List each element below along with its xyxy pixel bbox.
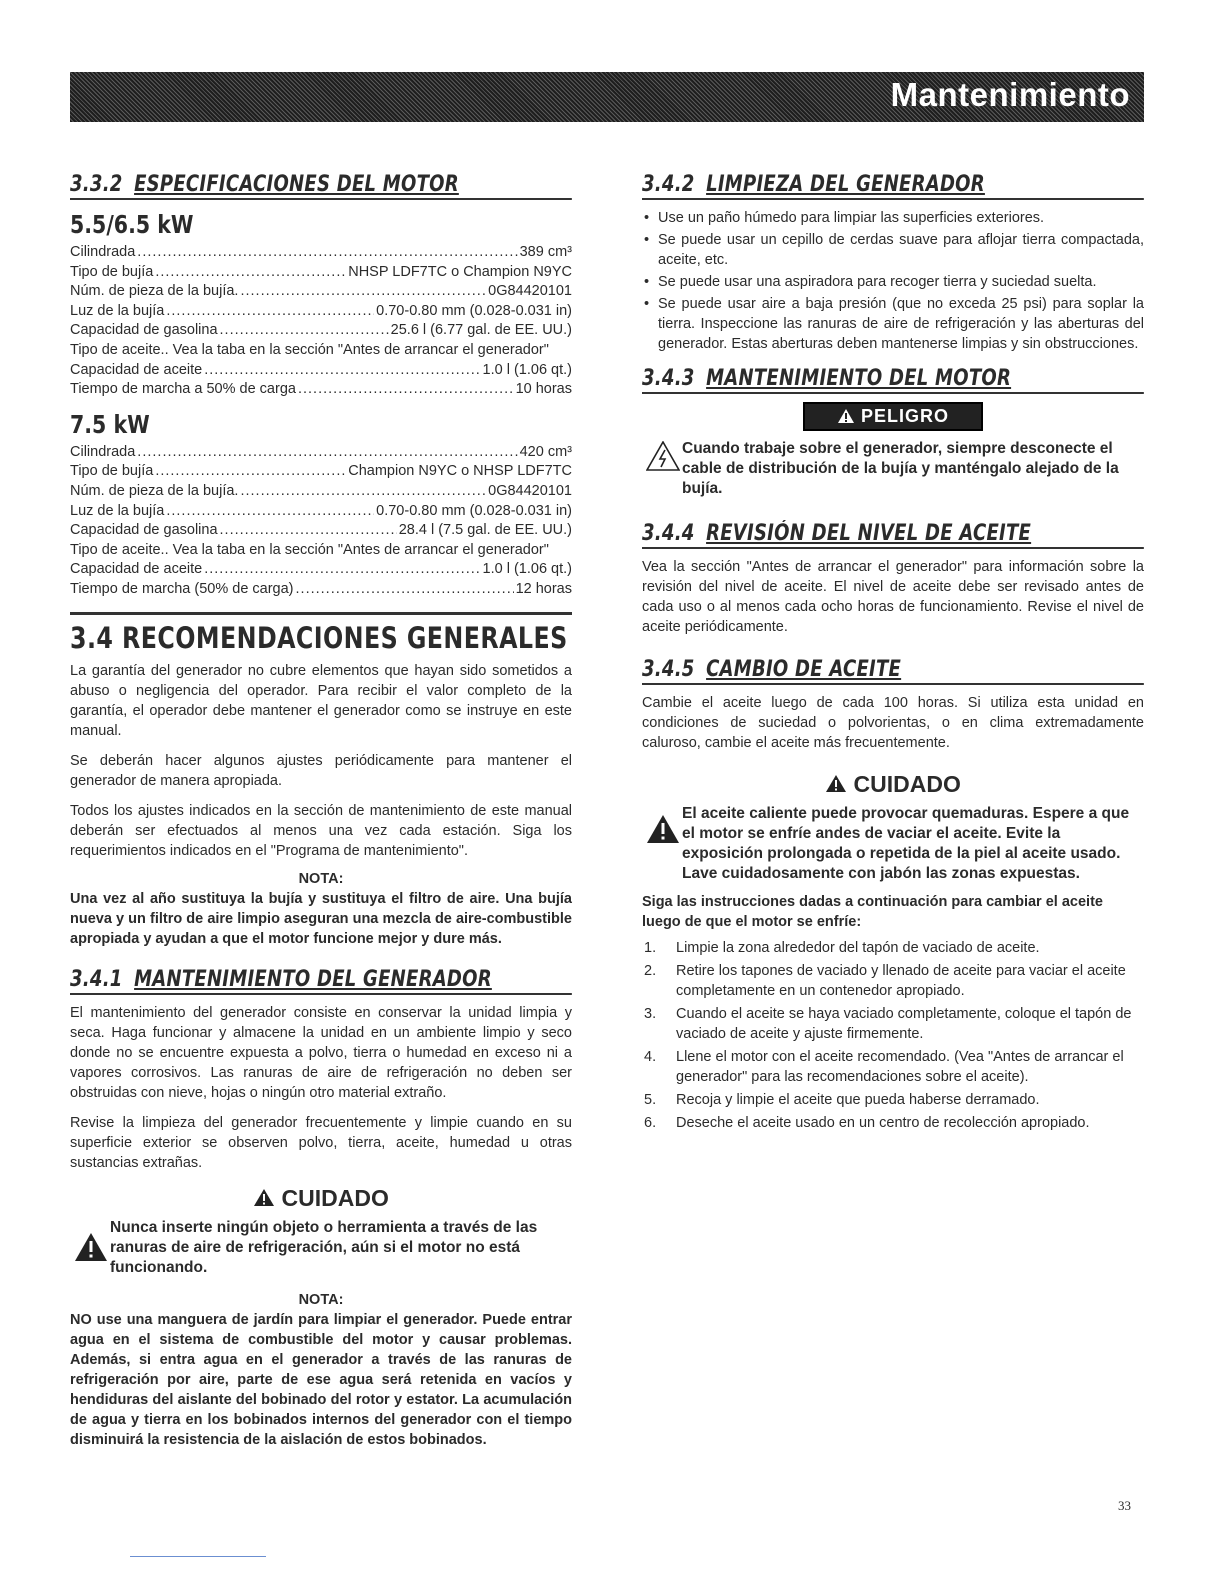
- caution-title: CUIDADO: [70, 1185, 572, 1212]
- page-number: 33: [1118, 1498, 1131, 1513]
- list-item: 2. Retire los tapones de vaciado y llenado de aceite para vaciar el aceite completamente en un contenedor apropiado.: [644, 963, 1126, 999]
- warning-icon: [646, 814, 680, 844]
- heading-3-4-4: 3.4.4 REVISIÓN DEL NIVEL DE ACEITE: [642, 521, 1144, 549]
- warning-icon: [253, 1188, 275, 1207]
- warning-icon: [837, 408, 855, 424]
- paragraph: El mantenimiento del generador consiste en conservar la unidad limpia y seca. Haga funcionar y almacene la unidad en un ambiente limpio y seco donde no se encuentre expuesta a polvo, tierra o humedad en exceso ni a vapores corrosivos. Las ranuras de aire de refrigeración no deben ser obstruidas con nieve, hojas o ningún otro material extraño.: [70, 1004, 572, 1101]
- note-label: NOTA:: [298, 1291, 344, 1308]
- paragraph: Todos los ajustes indicados en la sección de mantenimiento de este manual deberán ser efectuados al menos una vez cada estación. Siga los requerimientos indicados en el "Programa de mantenimiento".: [70, 802, 572, 859]
- paragraph: Se deberán hacer algunos ajustes periódicamente para mantener el generador de manera apropiada.: [70, 752, 572, 789]
- bullet-list: [642, 208, 1144, 354]
- heading-3-4-5: 3.4.5 CAMBIO DE ACEITE: [642, 657, 1144, 685]
- spec-row: Tiempo de marcha a 50% de carga ..... 10 horas: [70, 380, 572, 400]
- list-item: • Use un paño húmedo para limpiar las superficies exteriores.: [642, 208, 1144, 228]
- heading-3-3-2: 3.3.2 ESPECIFICACIONES DEL MOTOR: [70, 172, 572, 200]
- instruction-text: Siga las instrucciones dadas a continuación para cambiar el aceite luego de que el motor se enfríe:: [642, 894, 1103, 930]
- spec-row: Cilindrada ..... 389 cm³: [70, 243, 572, 263]
- warning-icon: [825, 774, 847, 793]
- list-item: 6. Deseche el aceite usado en un centro de recolección apropiado.: [644, 1115, 1090, 1131]
- danger-badge: PELIGRO: [803, 402, 983, 431]
- list-item: 3. Cuando el aceite se haya vaciado completamente, coloque el tapón de vaciado de aceite y ajuste firmemente.: [644, 1006, 1132, 1042]
- note-label: NOTA:: [298, 870, 344, 887]
- list-item: 5. Recoja y limpie el aceite que pueda haberse derramado.: [644, 1092, 1040, 1108]
- caution-title: CUIDADO: [642, 771, 1144, 798]
- spec-heading-7-5kw: 7.5 kW: [70, 409, 150, 439]
- caution-text: Nunca inserte ningún objeto o herramienta a través de las ranuras de aire de refrigeración, aún si el motor no está funcionando.: [70, 1218, 572, 1278]
- spec-row: Capacidad de aceite ..... 1.0 l (1.06 qt.): [70, 361, 572, 381]
- caution-text: El aceite caliente puede provocar quemaduras. Espere a que el motor se enfríe andes de vaciar el aceite. Evite la exposición prolongada o repetida de la piel al aceite usado. Lave cuidadosamente con jabón las zonas expuestas.: [642, 804, 1144, 884]
- spec-table-5-5kw: [70, 243, 572, 400]
- danger-text: Cuando trabaje sobre el generador, siempre desconecte el cable de distribución de la bujía y manténgalo alejado de la bujía.: [642, 439, 1144, 499]
- section-banner: [70, 72, 1144, 122]
- list-item: 1. Limpie la zona alrededor del tapón de vaciado de aceite.: [644, 940, 1040, 956]
- electric-shock-icon: [646, 441, 680, 471]
- heading-3-4-3: 3.4.3 MANTENIMIENTO DEL MOTOR: [642, 366, 1144, 394]
- heading-3-4-1: 3.4.1 MANTENIMIENTO DEL GENERADOR: [70, 967, 572, 995]
- left-column: [70, 172, 572, 1460]
- spec-row-oil-type: Tipo de aceite.. Vea la taba en la sección "Antes de arrancar el generador": [70, 541, 549, 558]
- note-text: Una vez al año sustituya la bujía y sustituya el filtro de aire. Una bujía nueva y un filtro de aire limpio aseguran una mezcla de aire-combustible apropiada y ayudan a que el motor funcione mejor y dure más.: [70, 890, 572, 947]
- list-item: • Se puede usar una aspiradora para recoger tierra y suciedad suelta.: [642, 272, 1144, 292]
- spec-row: Núm. de pieza de la bujía. ..... 0G84420101: [70, 482, 572, 502]
- spec-row: Tipo de bujía ..... NHSP LDF7TC o Champion N9YC: [70, 263, 572, 283]
- footer-line: [130, 1556, 266, 1557]
- spec-row: Capacidad de aceite ..... 1.0 l (1.06 qt.): [70, 560, 572, 580]
- heading-3-4: 3.4 RECOMENDACIONES GENERALES: [70, 620, 568, 655]
- paragraph: Cambie el aceite luego de cada 100 horas. Si utiliza esta unidad en condiciones de suciedad o polvorientas, o en clima extremadamente caluroso, cambie el aceite más frecuentemente.: [642, 695, 1144, 751]
- section-divider: [70, 612, 572, 615]
- spec-heading-5-5kw: 5.5/6.5 kW: [70, 210, 194, 239]
- list-item: 4. Llene el motor con el aceite recomendado. (Vea "Antes de arrancar el generador" para las recomendaciones sobre el aceite).: [644, 1049, 1124, 1085]
- spec-row: Capacidad de gasolina ..... 28.4 l (7.5 gal. de EE. UU.): [70, 521, 572, 541]
- spec-row: Tiempo de marcha (50% de carga) ..... 12 horas: [70, 580, 572, 600]
- steps-list: [642, 938, 1144, 1133]
- right-column: [642, 172, 1144, 1136]
- list-item: • Se puede usar un cepillo de cerdas suave para aflojar tierra compactada, aceite, etc.: [642, 230, 1144, 270]
- list-item: • Se puede usar aire a baja presión (que no exceda 25 psi) para soplar la tierra. Inspeccione las ranuras de aire de refrigeración y las aberturas del generador. Estas aberturas deben mantenerse limpias y sin obstrucciones.: [642, 294, 1144, 354]
- spec-row: Núm. de pieza de la bujía. ..... 0G84420101: [70, 282, 572, 302]
- heading-3-4-2: 3.4.2 LIMPIEZA DEL GENERADOR: [642, 172, 1144, 200]
- spec-row: Tipo de bujía ..... Champion N9YC o NHSP LDF7TC: [70, 462, 572, 482]
- warning-icon: [74, 1232, 108, 1262]
- spec-row: Luz de la bujía ..... 0.70-0.80 mm (0.028-0.031 in): [70, 502, 572, 522]
- paragraph: La garantía del generador no cubre elementos que hayan sido sometidos a abuso o negligencia del operador. Para recibir el valor completo de la garantía, el operador debe mantener el generador como se instruye en este manual.: [70, 662, 572, 739]
- note-text: NO use una manguera de jardín para limpiar el generador. Puede entrar agua en el sistema de combustible del motor y causar problemas. Además, si entra agua en el generador a través de las ranuras de refrigeración por aire, parte de ese agua será retenida en vacíos y hendiduras del aislante del bobinado del rotor y estator. La acumulación de agua y tierra en los bobinados internos del generador con el tiempo disminuirá la resistencia de la aislación de estos bobinados.: [70, 1311, 572, 1448]
- spec-row: Cilindrada ..... 420 cm³: [70, 443, 572, 463]
- paragraph: Revise la limpieza del generador frecuentemente y limpie cuando en su superficie exterior se observen polvo, tierra, aceite, humedad u otras sustancias extrañas.: [70, 1114, 572, 1171]
- spec-row: Capacidad de gasolina ..... 25.6 l (6.77 gal. de EE. UU.): [70, 321, 572, 341]
- spec-row-oil-type: Tipo de aceite.. Vea la taba en la sección "Antes de arrancar el generador": [70, 341, 549, 358]
- spec-table-7-5kw: [70, 443, 572, 600]
- banner-title: Mantenimiento: [890, 76, 1130, 113]
- paragraph: Vea la sección "Antes de arrancar el generador" para información sobre la revisión del nivel de aceite. El nivel de aceite debe ser revisado antes de cada uso o al menos cada ocho horas de funcionamiento. Revise el nivel de aceite periódicamente.: [642, 559, 1144, 635]
- spec-row: Luz de la bujía ..... 0.70-0.80 mm (0.028-0.031 in): [70, 302, 572, 322]
